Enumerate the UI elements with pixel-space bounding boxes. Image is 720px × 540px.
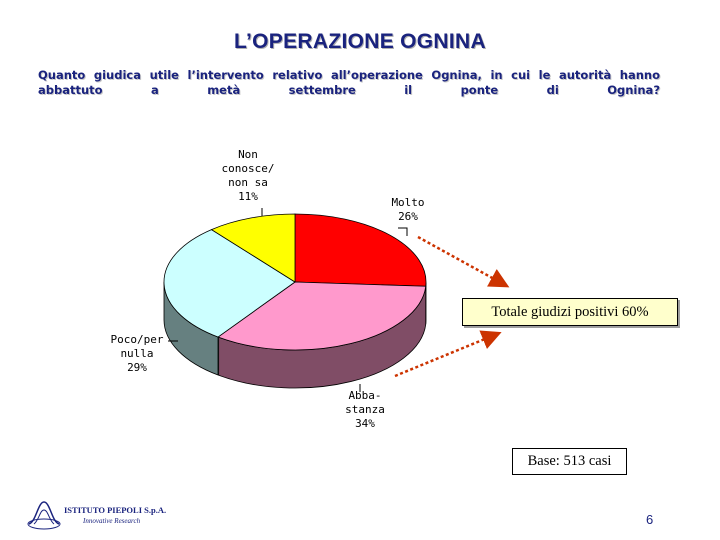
slice-label-line: nulla: [120, 347, 154, 360]
slice-molto: [295, 214, 426, 286]
slice-label-line: 29%: [127, 361, 147, 374]
slice-label-line: 11%: [238, 190, 258, 203]
slice-label-line: stanza: [345, 403, 385, 416]
logo-company-name: ISTITUTO PIEPOLI S.p.A.: [64, 505, 167, 515]
page-title: L’OPERAZIONE OGNINA: [234, 30, 486, 53]
slice-label-line: 34%: [355, 417, 375, 430]
logo-icon: [26, 498, 62, 532]
slice-label-line: Abba-: [348, 389, 382, 402]
slice-label-line: Molto: [391, 196, 425, 209]
positive-judgments-box: Totale giudizi positivi 60%: [462, 298, 678, 326]
slice-label-abbastanza: [330, 389, 400, 431]
slice-label-line: Non: [238, 148, 258, 161]
slice-label-line: conosce/: [221, 162, 275, 175]
slice-label-line: Poco/per: [110, 333, 164, 346]
logo-tagline: Innovative Research: [83, 517, 141, 525]
slice-label-non-conosce: [208, 148, 288, 204]
slice-label-molto: [378, 196, 438, 224]
slice-label-line: non sa: [228, 176, 268, 189]
leader-line-molto: [398, 228, 407, 236]
page-number: 6: [646, 512, 654, 527]
survey-question: Quanto giudica utile l’intervento relativo all’operazione Ognina, in cui le autorità hanno abbattuto a metà settembre il ponte di Ognina?: [38, 68, 660, 97]
slice-label-poco-per-nulla: [100, 333, 174, 375]
company-logo: [26, 498, 216, 532]
base-sample-box: Base: 513 casi: [512, 448, 627, 475]
slice-label-line: 26%: [398, 210, 418, 223]
arrow-molto: [418, 237, 505, 285]
